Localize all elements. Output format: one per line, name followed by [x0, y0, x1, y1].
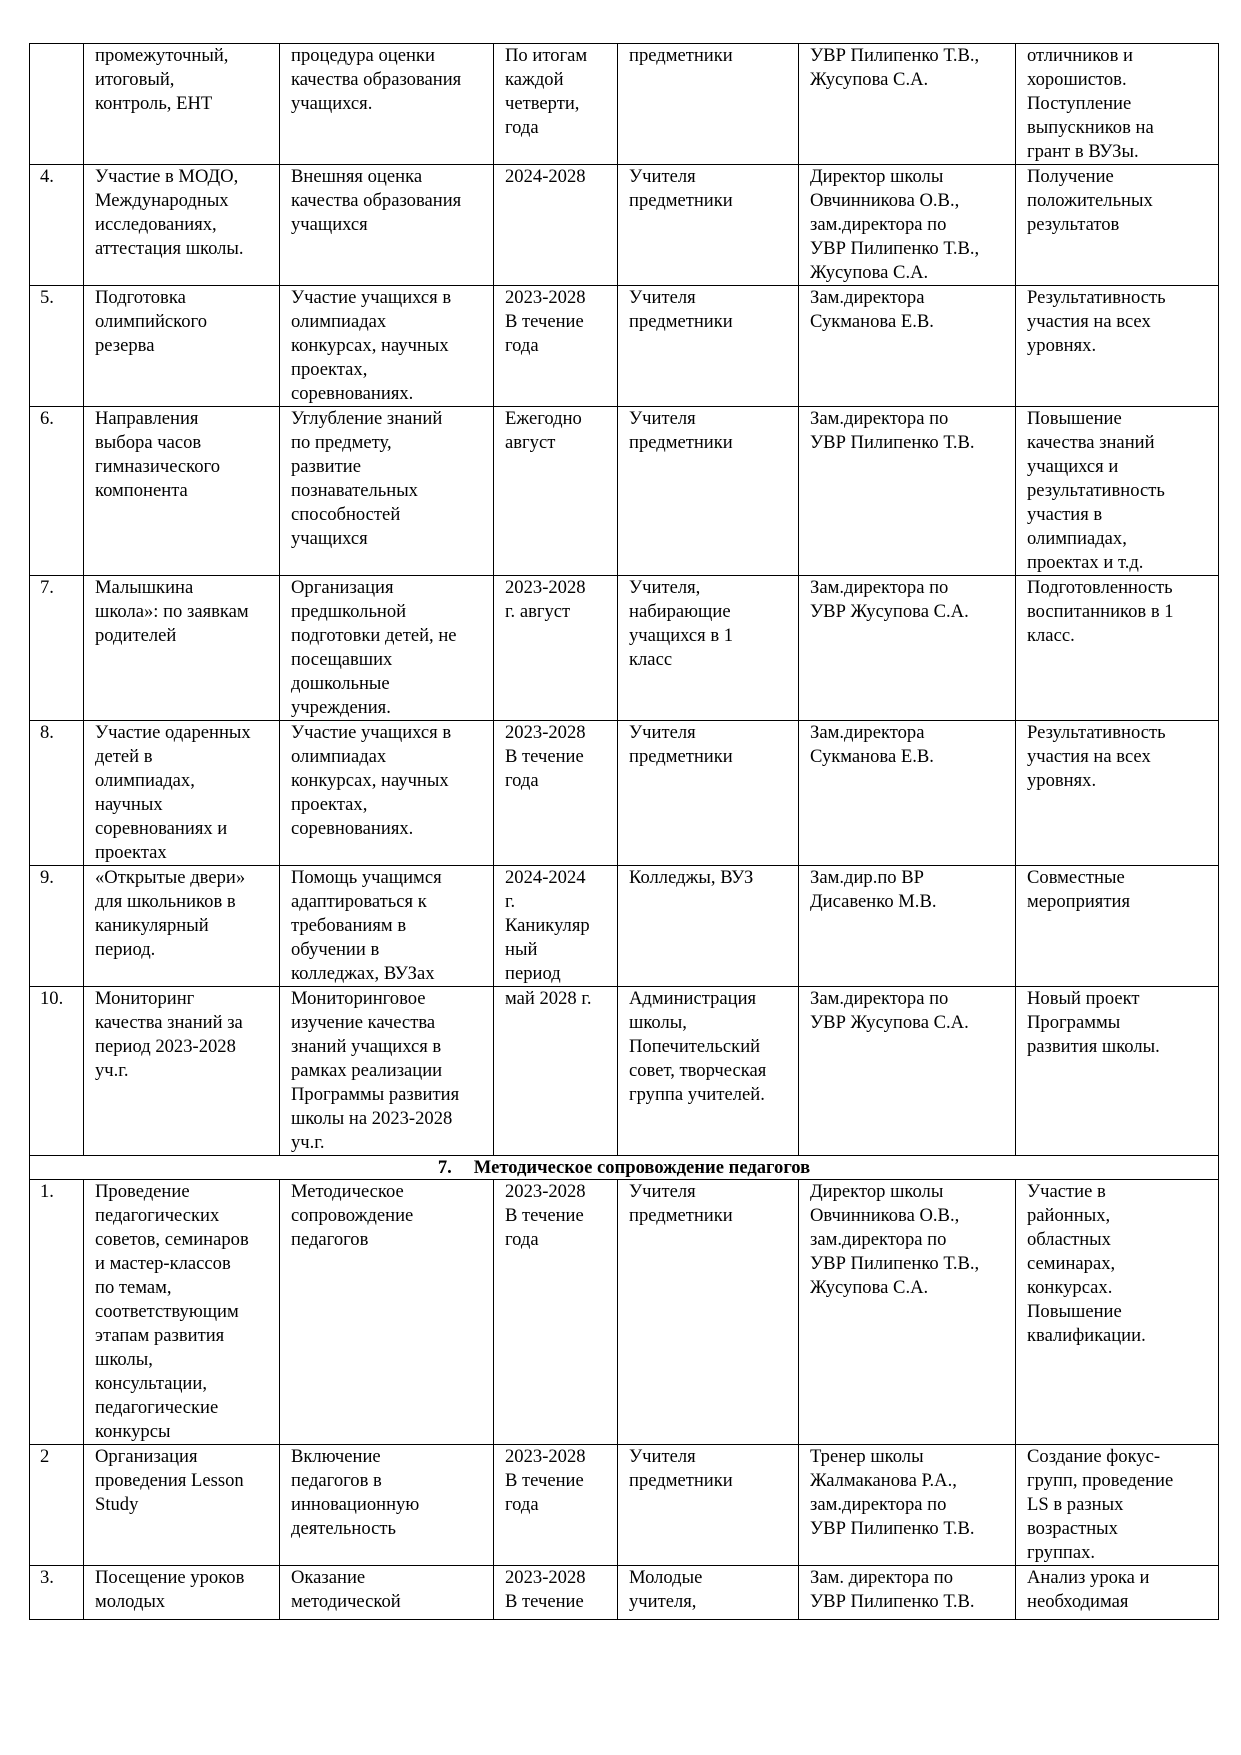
cell-responsible: Зам.директора Сукманова Е.В. [799, 721, 1016, 866]
section-heading [30, 1156, 1219, 1180]
cell-goal: Помощь учащимся адаптироваться к требованиям в обучении в колледжах, ВУЗах [280, 866, 494, 987]
cell-number: 6. [30, 407, 84, 576]
cell-responsible: Тренер школы Жалмаканова Р.А., зам.директора по УВР Пилипенко Т.В. [799, 1445, 1016, 1566]
cell-activity: Направления выбора часов гимназического компонента [84, 407, 280, 576]
cell-activity: Участие одаренных детей в олимпиадах, научных соревнованиях и проектах [84, 721, 280, 866]
cell-goal: Оказание методической [280, 1566, 494, 1620]
cell-term: По итогам каждой четверти, года [494, 44, 618, 165]
cell-term: 2024-2028 [494, 165, 618, 286]
cell-number: 7. [30, 576, 84, 721]
cell-responsible: Зам.директора по УВР Жусупова С.А. [799, 576, 1016, 721]
cell-goal: Организация предшкольной подготовки детей, не посещавших дошкольные учреждения. [280, 576, 494, 721]
cell-activity: Проведение педагогических советов, семинаров и мастер-классов по темам, соответствующим этапам развития школы, консультации, педагогические конкурсы [84, 1180, 280, 1445]
cell-result: Совместные мероприятия [1016, 866, 1219, 987]
cell-term: 2023-2028 В течение года [494, 1180, 618, 1445]
cell-executors: Учителя предметники [618, 1180, 799, 1445]
cell-activity: Организация проведения Lesson Study [84, 1445, 280, 1566]
cell-result: Участие в районных, областных семинарах, конкурсах. Повышение квалификации. [1016, 1180, 1219, 1445]
cell-responsible: Зам.директора по УВР Пилипенко Т.В. [799, 407, 1016, 576]
cell-responsible: Зам.директора по УВР Жусупова С.А. [799, 987, 1016, 1156]
plan-table [29, 43, 1219, 1620]
cell-executors: Учителя предметники [618, 165, 799, 286]
table-row [30, 165, 1219, 286]
table-row [30, 1445, 1219, 1566]
table-row [30, 44, 1219, 165]
cell-goal: Мониторинговое изучение качества знаний учащихся в рамках реализации Программы развития школы на 2023-2028 уч.г. [280, 987, 494, 1156]
table-row [30, 576, 1219, 721]
table-row [30, 1180, 1219, 1445]
cell-term: 2024-2024 г. Каникуляр ный период [494, 866, 618, 987]
cell-number: 3. [30, 1566, 84, 1620]
cell-result: Анализ урока и необходимая [1016, 1566, 1219, 1620]
cell-executors: Молодые учителя, [618, 1566, 799, 1620]
cell-result: Результативность участия на всех уровнях. [1016, 286, 1219, 407]
cell-responsible: Зам.директора Сукманова Е.В. [799, 286, 1016, 407]
cell-number: 4. [30, 165, 84, 286]
cell-responsible: Зам.дир.по ВР Дисавенко М.В. [799, 866, 1016, 987]
cell-executors: Учителя предметники [618, 1445, 799, 1566]
table-row [30, 407, 1219, 576]
cell-result: Создание фокус- групп, проведение LS в разных возрастных группах. [1016, 1445, 1219, 1566]
cell-number: 10. [30, 987, 84, 1156]
cell-term: 2023-2028 В течение года [494, 286, 618, 407]
table-row [30, 866, 1219, 987]
cell-term: Ежегодно август [494, 407, 618, 576]
cell-term: 2023-2028 г. август [494, 576, 618, 721]
cell-goal: Участие учащихся в олимпиадах конкурсах, научных проектах, соревнованиях. [280, 721, 494, 866]
cell-activity: промежуточный, итоговый, контроль, ЕНТ [84, 44, 280, 165]
cell-activity: Подготовка олимпийского резерва [84, 286, 280, 407]
table-row [30, 1566, 1219, 1620]
cell-number: 2 [30, 1445, 84, 1566]
cell-term: 2023-2028 В течение года [494, 721, 618, 866]
cell-executors: Администрация школы, Попечительский совет, творческая группа учителей. [618, 987, 799, 1156]
cell-executors: Учителя, набирающие учащихся в 1 класс [618, 576, 799, 721]
table-row [30, 286, 1219, 407]
cell-result: Подготовленность воспитанников в 1 класс. [1016, 576, 1219, 721]
cell-number: 5. [30, 286, 84, 407]
cell-goal: Включение педагогов в инновационную деятельность [280, 1445, 494, 1566]
cell-result: Повышение качества знаний учащихся и результативность участия в олимпиадах, проектах и т.д. [1016, 407, 1219, 576]
cell-term: 2023-2028 В течение года [494, 1445, 618, 1566]
cell-executors: Колледжы, ВУЗ [618, 866, 799, 987]
table-row [30, 721, 1219, 866]
cell-number: 8. [30, 721, 84, 866]
table-body-top [30, 44, 1219, 1620]
section-header-row [30, 1156, 1219, 1180]
cell-activity: Посещение уроков молодых [84, 1566, 280, 1620]
cell-goal: процедура оценки качества образования учащихся. [280, 44, 494, 165]
cell-activity: Мониторинг качества знаний за период 2023-2028 уч.г. [84, 987, 280, 1156]
cell-goal: Методическое сопровождение педагогов [280, 1180, 494, 1445]
cell-number [30, 44, 84, 165]
cell-number: 9. [30, 866, 84, 987]
cell-goal: Участие учащихся в олимпиадах конкурсах, научных проектах, соревнованиях. [280, 286, 494, 407]
cell-number: 1. [30, 1180, 84, 1445]
cell-result: отличников и хорошистов. Поступление выпускников на грант в ВУЗы. [1016, 44, 1219, 165]
cell-goal: Углубление знаний по предмету, развитие познавательных способностей учащихся [280, 407, 494, 576]
cell-result: Получение положительных результатов [1016, 165, 1219, 286]
cell-result: Новый проект Программы развития школы. [1016, 987, 1219, 1156]
table-row [30, 987, 1219, 1156]
section-number: 7. [437, 1157, 452, 1178]
cell-executors: Учителя предметники [618, 407, 799, 576]
cell-term: май 2028 г. [494, 987, 618, 1156]
cell-responsible: Директор школы Овчинникова О.В., зам.директора по УВР Пилипенко Т.В., Жусупова С.А. [799, 1180, 1016, 1445]
cell-executors: Учителя предметники [618, 286, 799, 407]
cell-executors: Учителя предметники [618, 721, 799, 866]
cell-activity: Участие в МОДО, Международных исследованиях, аттестация школы. [84, 165, 280, 286]
cell-responsible: УВР Пилипенко Т.В., Жусупова С.А. [799, 44, 1016, 165]
cell-result: Результативность участия на всех уровнях. [1016, 721, 1219, 866]
cell-responsible: Директор школы Овчинникова О.В., зам.директора по УВР Пилипенко Т.В., Жусупова С.А. [799, 165, 1016, 286]
cell-activity: Малышкина школа»: по заявкам родителей [84, 576, 280, 721]
section-title: Методическое сопровождение педагогов [473, 1157, 811, 1178]
cell-activity: «Открытые двери» для школьников в каникулярный период. [84, 866, 280, 987]
cell-responsible: Зам. директора по УВР Пилипенко Т.В. [799, 1566, 1016, 1620]
cell-goal: Внешняя оценка качества образования учащихся [280, 165, 494, 286]
cell-term: 2023-2028 В течение [494, 1566, 618, 1620]
cell-executors: предметники [618, 44, 799, 165]
